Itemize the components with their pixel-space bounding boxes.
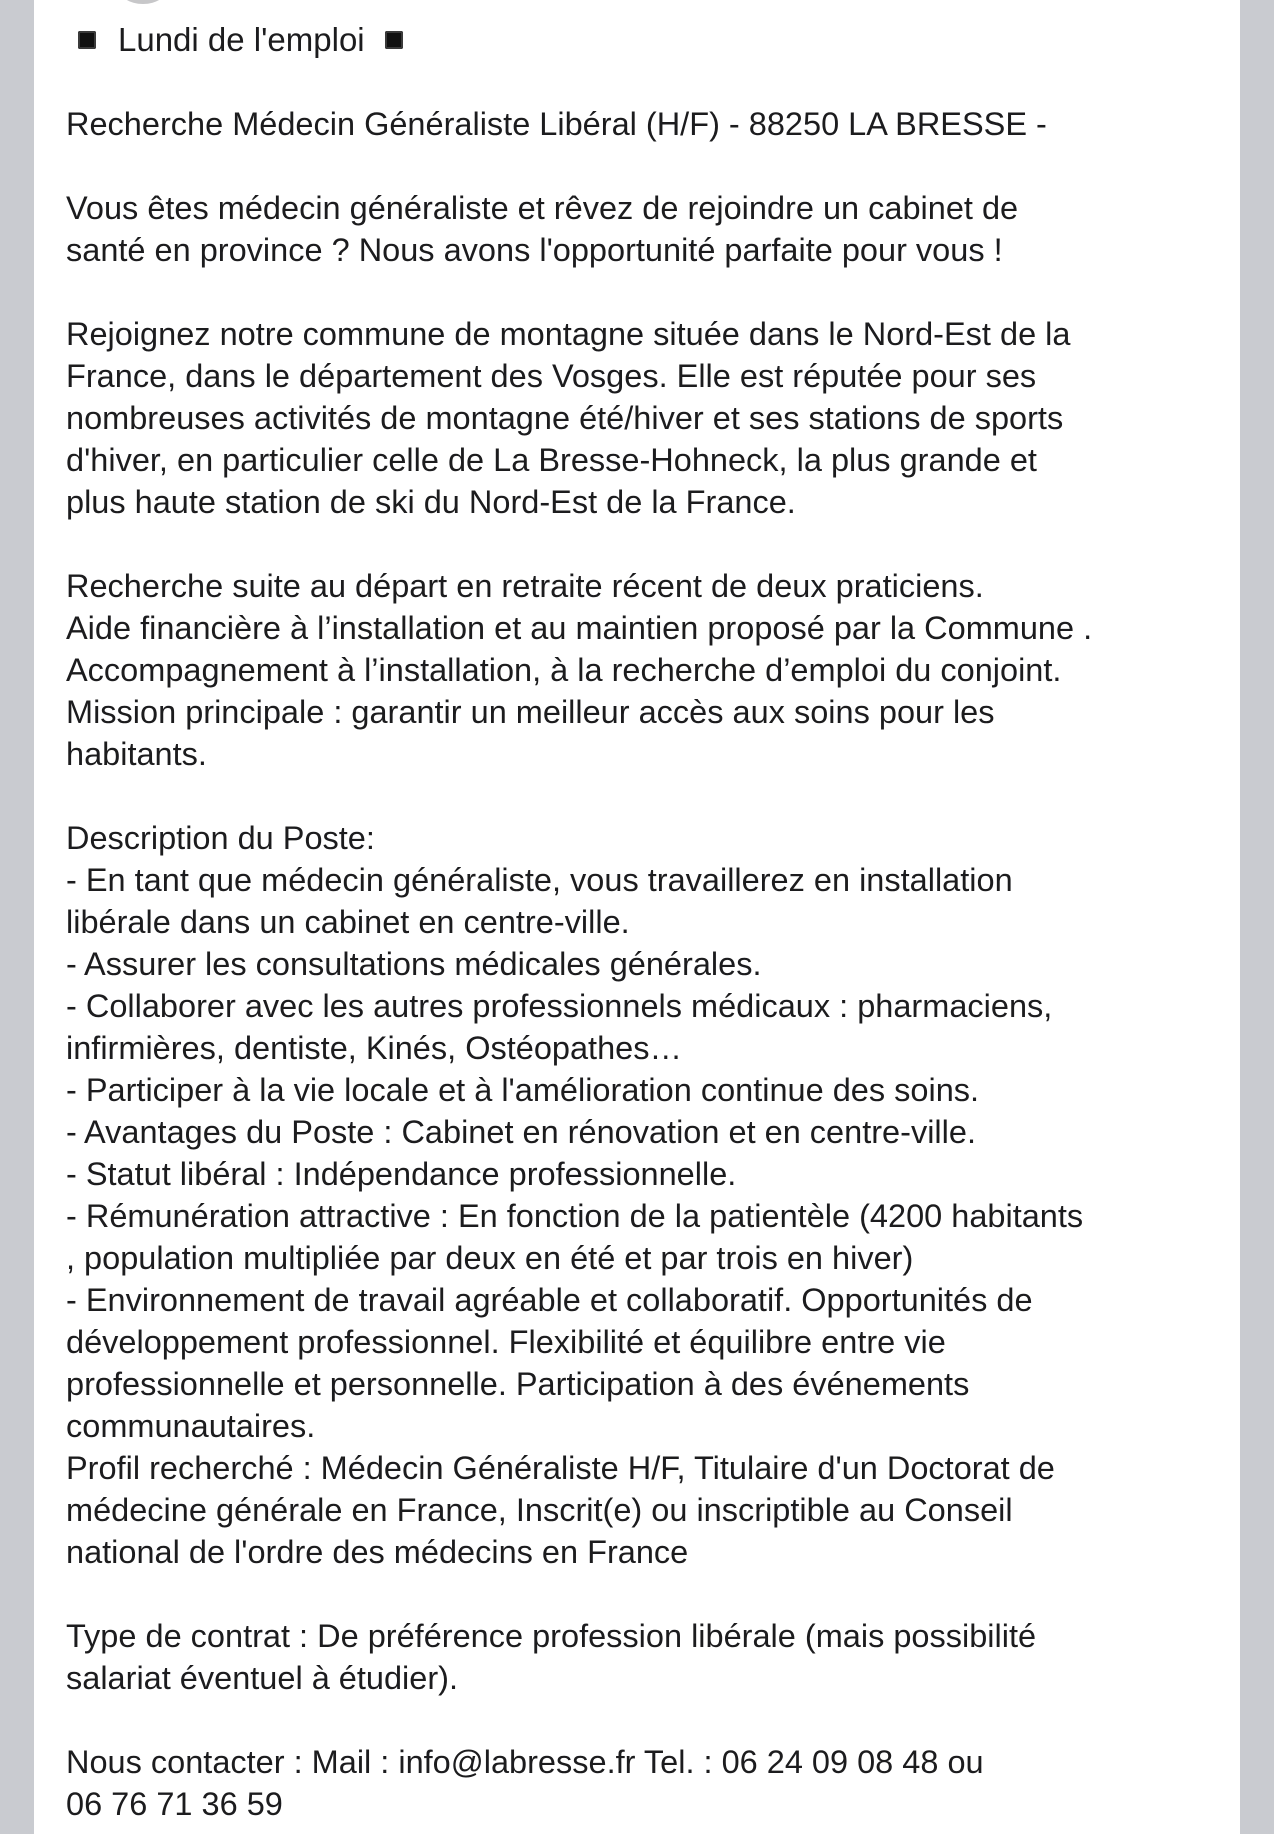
description-line: - Participer à la vie locale et à l'amélioration continue des soins. (66, 1072, 980, 1108)
post-header (78, 18, 403, 62)
description-line: Description du Poste: (66, 820, 375, 856)
description-line: développement professionnel. Flexibilité et équilibre entre vie (66, 1324, 946, 1360)
paragraph-gap (66, 145, 1240, 187)
description-line: communautaires. (66, 1408, 316, 1444)
description-line: libérale dans un cabinet en centre-ville. (66, 904, 630, 940)
description-line: - Collaborer avec les autres professionnels médicaux : pharmaciens, (66, 988, 1053, 1024)
paragraph-gap (66, 271, 1240, 313)
contact-line: 06 76 71 36 59 (66, 1786, 283, 1822)
post-header-title: Lundi de l'emploi (118, 21, 365, 58)
paragraph-gap (66, 1573, 1240, 1615)
paragraph-gap (66, 775, 1240, 817)
context-line: Mission principale : garantir un meilleur accès aux soins pour les (66, 694, 995, 730)
region-line: France, dans le département des Vosges. Elle est réputée pour ses (66, 358, 1037, 394)
headline: Recherche Médecin Généraliste Libéral (H/F) - 88250 LA BRESSE - (66, 106, 1047, 142)
region-line: plus haute station de ski du Nord-Est de la France. (66, 484, 796, 520)
black-square-icon (385, 31, 403, 49)
context-line: Recherche suite au départ en retraite récent de deux praticiens. (66, 568, 984, 604)
contract-line: salariat éventuel à étudier). (66, 1660, 459, 1696)
contract-line: Type de contrat : De préférence profession libérale (mais possibilité (66, 1618, 1037, 1654)
post-body (66, 103, 1240, 1825)
post-card (34, 0, 1240, 1834)
description-line: - Statut libéral : Indépendance professionnelle. (66, 1156, 737, 1192)
description-line: national de l'ordre des médecins en France (66, 1534, 689, 1570)
context-line: habitants. (66, 736, 207, 772)
intro-line: santé en province ? Nous avons l'opportunité parfaite pour vous ! (66, 232, 1003, 268)
description-line: - Avantages du Poste : Cabinet en rénovation et en centre-ville. (66, 1114, 976, 1150)
region-line: Rejoignez notre commune de montagne située dans le Nord-Est de la (66, 316, 1071, 352)
region-line: d'hiver, en particulier celle de La Bresse-Hohneck, la plus grande et (66, 442, 1037, 478)
paragraph-gap (66, 1699, 1240, 1741)
black-square-icon (78, 31, 96, 49)
description-line: médecine générale en France, Inscrit(e) ou inscriptible au Conseil (66, 1492, 1013, 1528)
context-line: Accompagnement à l’installation, à la recherche d’emploi du conjoint. (66, 652, 1062, 688)
description-line: professionnelle et personnelle. Participation à des événements (66, 1366, 970, 1402)
description-line: - Rémunération attractive : En fonction de la patientèle (4200 habitants (66, 1198, 1084, 1234)
description-line: - Assurer les consultations médicales générales. (66, 946, 762, 982)
description-line: , population multipliée par deux en été et par trois en hiver) (66, 1240, 914, 1276)
description-line: infirmières, dentiste, Kinés, Ostéopathes… (66, 1030, 682, 1066)
contact-line: Nous contacter : Mail : info@labresse.fr Tel. : 06 24 09 08 48 ou (66, 1744, 984, 1780)
paragraph-gap (66, 523, 1240, 565)
description-line: Profil recherché : Médecin Généraliste H/F, Titulaire d'un Doctorat de (66, 1450, 1055, 1486)
region-line: nombreuses activités de montagne été/hiver et ses stations de sports (66, 400, 1064, 436)
avatar[interactable] (118, 0, 168, 4)
description-line: - Environnement de travail agréable et collaboratif. Opportunités de (66, 1282, 1033, 1318)
intro-line: Vous êtes médecin généraliste et rêvez de rejoindre un cabinet de (66, 190, 1019, 226)
context-line: Aide financière à l’installation et au maintien proposé par la Commune . (66, 610, 1093, 646)
description-line: - En tant que médecin généraliste, vous travaillerez en installation (66, 862, 1013, 898)
